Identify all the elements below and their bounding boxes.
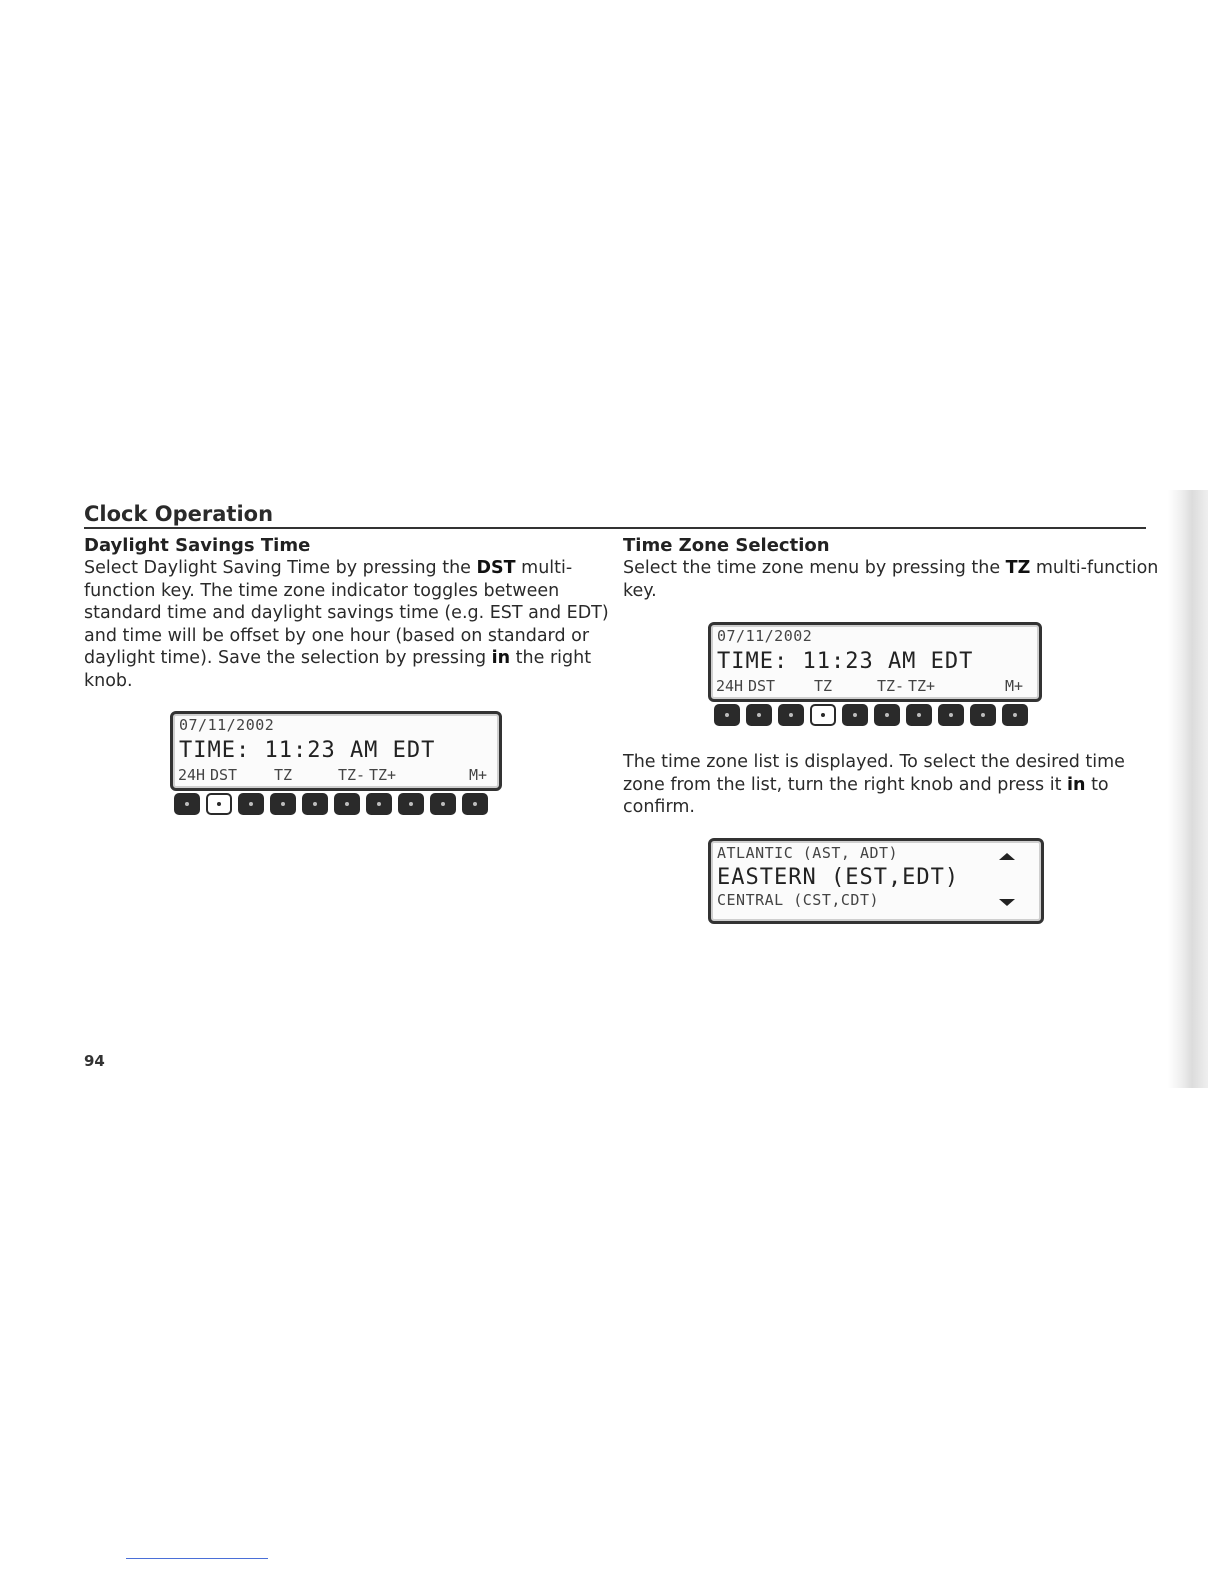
- text: multi-function key.: [623, 558, 1159, 601]
- multifunction-key-4[interactable]: [270, 793, 296, 815]
- footer-rule: [126, 1558, 268, 1559]
- dst-lcd-display: [170, 711, 502, 791]
- tz-heading: Time Zone Selection: [623, 535, 830, 556]
- dst-heading: Daylight Savings Time: [84, 535, 311, 556]
- lcd-time-line: TIME: 11:23 AM EDT: [179, 738, 436, 763]
- softkey-tz: TZ: [274, 766, 293, 784]
- multifunction-key-9[interactable]: [970, 704, 996, 726]
- in-emphasis: in: [1067, 774, 1086, 795]
- lcd-date: 07/11/2002: [179, 716, 275, 734]
- multifunction-key-5[interactable]: [842, 704, 868, 726]
- lcd-time-line: TIME: 11:23 AM EDT: [717, 649, 974, 674]
- multifunction-key-5[interactable]: [302, 793, 328, 815]
- text: Select Daylight Saving Time by pressing the: [84, 558, 477, 578]
- dst-key-name: DST: [476, 558, 516, 578]
- multifunction-key-3[interactable]: [778, 704, 804, 726]
- multifunction-key-6[interactable]: [334, 793, 360, 815]
- scroll-up-arrow-icon: [999, 853, 1015, 860]
- softkey-tz-plus: TZ+: [369, 766, 397, 784]
- tz-list-display: [708, 838, 1044, 924]
- section-title: Clock Operation: [84, 502, 274, 526]
- tz-lcd-display: [708, 622, 1042, 702]
- multifunction-key-3[interactable]: [238, 793, 264, 815]
- left-column: [84, 534, 624, 693]
- softkey-m-plus: M+: [469, 766, 488, 784]
- text: the right knob.: [84, 648, 592, 691]
- multifunction-key-tz-pressed[interactable]: [810, 704, 836, 726]
- softkey-24h: 24H: [178, 766, 206, 784]
- multifunction-key-1[interactable]: [714, 704, 740, 726]
- right-column: [623, 534, 1163, 602]
- softkey-dst: DST: [210, 766, 238, 784]
- softkey-24h: 24H: [716, 677, 744, 695]
- dst-paragraph: [84, 557, 624, 693]
- tz-key-row: [714, 704, 1028, 726]
- tz-paragraph-2: [623, 751, 1153, 819]
- text: to confirm.: [623, 774, 1109, 818]
- text: The time zone list is displayed. To select the desired time zone from the list, turn the right knob and press it: [623, 752, 1125, 795]
- multifunction-key-8[interactable]: [938, 704, 964, 726]
- text: multi-function key. The time zone indicator toggles between standard time and daylight savings time (e.g. EST and EDT) and time will be offset by one hour (based on standard or daylight time). Save the selection by pressing: [84, 558, 609, 669]
- softkey-tz-minus: TZ-: [338, 766, 366, 784]
- in-emphasis: in: [491, 648, 511, 669]
- page-binding-shadow: [1168, 490, 1208, 1088]
- softkey-tz-minus: TZ-: [877, 677, 905, 695]
- tz-key-name: TZ: [1005, 558, 1031, 578]
- tz-list-item-prev: ATLANTIC (AST, ADT): [717, 844, 899, 862]
- multifunction-key-10[interactable]: [462, 793, 488, 815]
- multifunction-key-10[interactable]: [1002, 704, 1028, 726]
- multifunction-key-9[interactable]: [430, 793, 456, 815]
- multifunction-key-1[interactable]: [174, 793, 200, 815]
- text: Select the time zone menu by pressing the: [623, 558, 1006, 578]
- softkey-m-plus: M+: [1005, 677, 1024, 695]
- multifunction-key-7[interactable]: [366, 793, 392, 815]
- section-rule: [84, 527, 1146, 529]
- multifunction-key-2[interactable]: [746, 704, 772, 726]
- dst-key-row: [174, 793, 488, 815]
- softkey-tz-plus: TZ+: [908, 677, 936, 695]
- tz-list-item-next: CENTRAL (CST,CDT): [717, 891, 880, 909]
- scroll-down-arrow-icon: [999, 899, 1015, 906]
- multifunction-key-6[interactable]: [874, 704, 900, 726]
- softkey-dst: DST: [748, 677, 776, 695]
- multifunction-key-8[interactable]: [398, 793, 424, 815]
- softkey-tz: TZ: [814, 677, 833, 695]
- tz-list-item-selected: EASTERN (EST,EDT): [717, 865, 960, 890]
- lcd-date: 07/11/2002: [717, 627, 813, 645]
- tz-paragraph-1: [623, 557, 1163, 602]
- page-number: 94: [84, 1052, 105, 1070]
- multifunction-key-7[interactable]: [906, 704, 932, 726]
- multifunction-key-dst-pressed[interactable]: [206, 793, 232, 815]
